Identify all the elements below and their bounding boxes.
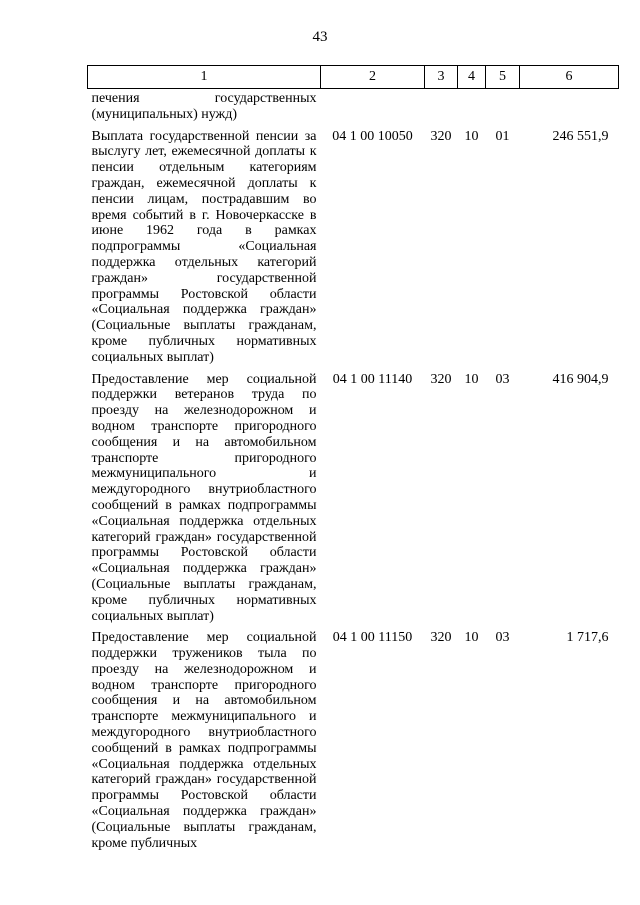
row-section: 10 <box>464 371 479 387</box>
column-header: 4 <box>458 66 486 89</box>
row-subsection: 01 <box>495 128 510 144</box>
column-header: 2 <box>321 66 425 89</box>
row-description: печения государственных (муниципальных) нужд) <box>91 91 317 122</box>
column-header: 3 <box>425 66 458 89</box>
row-section: 10 <box>464 128 479 144</box>
page-number: 43 <box>312 29 328 45</box>
row-code: 04 1 00 11140 <box>332 371 413 387</box>
row-code <box>321 89 425 129</box>
row-expense-type: 320 <box>430 630 452 646</box>
row-amount <box>520 89 619 129</box>
table-row <box>88 372 619 631</box>
table-header-row <box>88 66 619 89</box>
row-subsection: 03 <box>495 630 510 646</box>
row-code: 04 1 00 11150 <box>332 630 413 646</box>
row-description: Предоставление мер социальной поддержки ветеранов труда по проезду на железнодорожном и водном транспорте пригородного сообщения и на автомобильном транспорте пригородного межмуниципального и междугородного внутриобластного сообщений в рамках подпрограммы «Социальная поддержка отдельных категорий граждан» государственной программы Ростовской области «Социальная поддержка граждан» (Социальные выплаты гражданам, кроме публичных нормативных социальных выплат) <box>91 371 317 624</box>
row-description: Выплата государственной пенсии за выслугу лет, ежемесячной доплаты к пенсии отдельным категориям граждан, ежемесячной доплаты к пенсии лицам, пострадавшим во время событий в г. Новочеркасске в июне 1962 года в рамках подпрограммы «Социальная поддержка отдельных категорий граждан» государственной программы Ростовской области «Социальная поддержка граждан» (Социальные выплаты гражданам, кроме публичных нормативных социальных выплат) <box>91 128 317 365</box>
table-row <box>88 89 619 129</box>
table-row <box>88 129 619 372</box>
row-amount: 246 551,9 <box>552 128 609 144</box>
table-row <box>88 630 619 857</box>
row-expense-type <box>425 89 458 129</box>
row-expense-type: 320 <box>430 371 452 387</box>
budget-table <box>87 65 619 857</box>
column-header: 5 <box>486 66 520 89</box>
row-section: 10 <box>464 630 479 646</box>
row-subsection <box>486 89 520 129</box>
row-amount: 1 717,6 <box>566 630 609 646</box>
row-description: Предоставление мер социальной поддержки тружеников тыла по проезду на железнодорожном и водном транспорте пригородного сообщения и на автомобильном транспорте межмуниципального и междугородного внутриобластного сообщений в рамках подпрограммы «Социальная поддержка отдельных категорий граждан» государственной программы Ростовской области «Социальная поддержка граждан» (Социальные выплаты гражданам, кроме публичных <box>91 630 317 851</box>
row-section <box>458 89 486 129</box>
column-header: 6 <box>520 66 619 89</box>
row-amount: 416 904,9 <box>552 371 609 387</box>
row-expense-type: 320 <box>430 128 452 144</box>
column-header: 1 <box>88 66 321 89</box>
row-code: 04 1 00 10050 <box>332 128 413 144</box>
row-subsection: 03 <box>495 371 510 387</box>
